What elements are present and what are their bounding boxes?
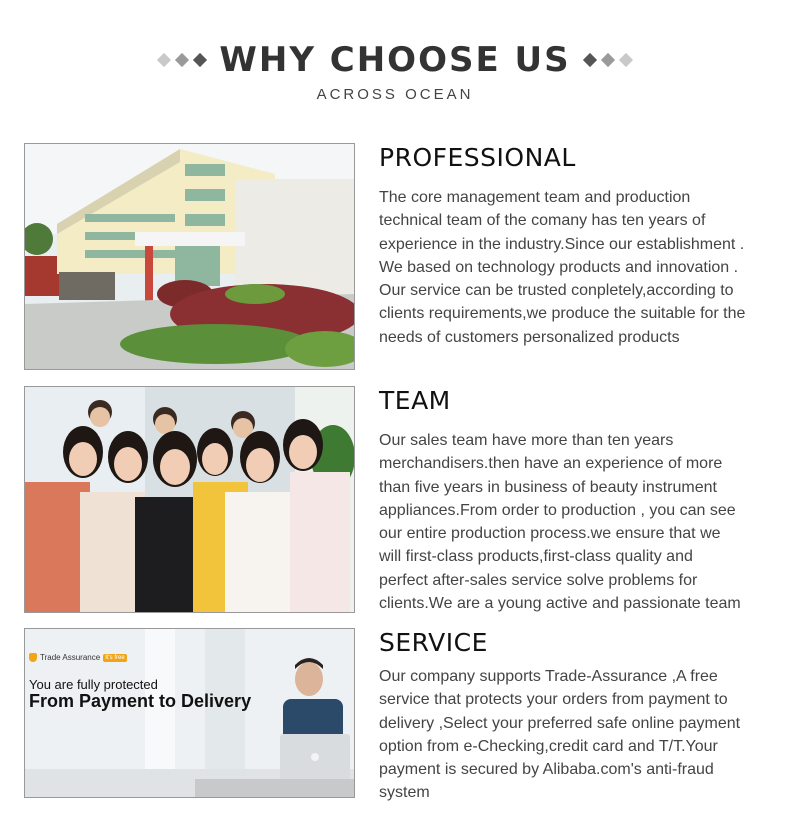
- header: [0, 40, 790, 103]
- trade-assurance-photo: [24, 628, 355, 798]
- team-group-photo: [24, 386, 355, 613]
- section-body: The core management team and production technical team of the comany has ten years of experience in the industry.Since our establishment . We based on technology products and innovation . Our service can be trusted conpletely,according to clients requirements,we produce the suitable for the needs of customers personalized products: [379, 189, 746, 346]
- diamond-icon: [193, 53, 207, 67]
- shield-icon: [29, 653, 37, 662]
- section-body: Our company supports Trade-Assurance ,A free service that protects your orders from payment to delivery ,Select your preferred safe online payment option from e-Checking,credit card and T/T.Your payment is secured by Alibaba.com's anti-fraud system: [379, 668, 741, 802]
- payment-delivery-text: From Payment to Delivery: [29, 691, 252, 711]
- section-body: Our sales team have more than ten years merchandisers.then have an experience of more than five years in business of beauty instrument appliances.From order to production , you can see our entire production process.we ensure that we will first-class products,first-class quality and perfect after-sales service solve problems for clients.We are a young active and passionate team: [379, 432, 741, 613]
- badge-label: Trade Assurance: [40, 653, 101, 662]
- section-title: SERVICE: [379, 628, 488, 657]
- right-diamonds-icon: [585, 55, 631, 65]
- badge-tag: It's free: [105, 654, 125, 661]
- section-text: [379, 628, 779, 805]
- left-diamonds-icon: [159, 55, 205, 65]
- protected-text: You are fully protected: [29, 677, 158, 692]
- trade-assurance-overlay: [25, 629, 354, 797]
- team-group-image: [25, 387, 355, 613]
- title-row: [0, 40, 790, 80]
- section-title: PROFESSIONAL: [379, 143, 576, 172]
- trade-assurance-badge: [29, 653, 127, 662]
- diamond-icon: [157, 53, 171, 67]
- page-title: WHY CHOOSE US: [219, 40, 571, 80]
- factory-building-photo: [24, 143, 355, 370]
- diamond-icon: [619, 53, 633, 67]
- diamond-icon: [175, 53, 189, 67]
- section-title: TEAM: [379, 386, 451, 415]
- section-text: [379, 143, 779, 349]
- diamond-icon: [601, 53, 615, 67]
- page-subtitle: ACROSS OCEAN: [316, 86, 474, 103]
- section-text: [379, 386, 779, 615]
- factory-building-image: [25, 144, 355, 370]
- diamond-icon: [583, 53, 597, 67]
